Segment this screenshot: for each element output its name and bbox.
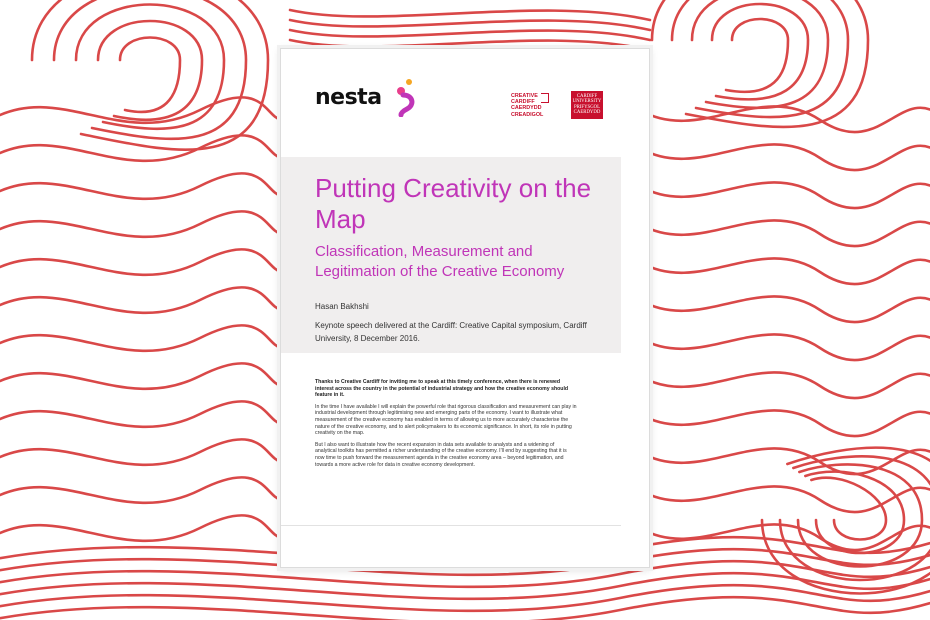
nesta-logo: nesta [315,85,382,110]
body-text [315,379,577,473]
intro-paragraph: Thanks to Creative Cardiff for inviting me to speak at this timely conference, when there is renewed interest across the country in the potential of industrial strategy and how the creative economy should feature in it. [315,379,569,399]
body-paragraph: But I also want to illustrate how the recent expansion in data sets available to analysts and a widening of analytical toolkits has permitted a richer understanding of the creative economy. I'll end by suggesting that it is now time to push forward the measurement agenda in the creative economy area – beyond legitimation, and towards a more active role for data in creative economy development. [315,441,567,468]
nesta-logo-mark [391,77,417,117]
document-title: Putting Creativity on the Map [315,173,592,234]
creative-cardiff-logo: CREATIVE CARDIFF CAERDYDD CREADIGOL [511,93,555,118]
keynote-info: Keynote speech delivered at the Cardiff: Creative Capital symposium, Cardiff University, 8 December 2016. [315,321,587,343]
document-author: Hasan Bakhshi [315,302,369,311]
document-subtitle: Classification, Measurement and Legitimation of the Creative Economy [315,243,565,280]
body-paragraph: In the time I have available I will explain the powerful role that rigorous classification and measurement can play in industrial development through legitimising new and emerging parts of the economy. I want to illustrate what measurement of the creative economy has enabled in terms of allowing us to more accurately characterise the nature of the creative economy, and to alert policymakers to its economic significance. In short, its role in putting creativity on the map. [315,403,577,437]
cardiff-university-logo: CARDIFF UNIVERSITY PRIFYSGOL CAERDYDD [571,91,603,119]
footer-divider [281,525,621,526]
document-page [280,48,650,568]
